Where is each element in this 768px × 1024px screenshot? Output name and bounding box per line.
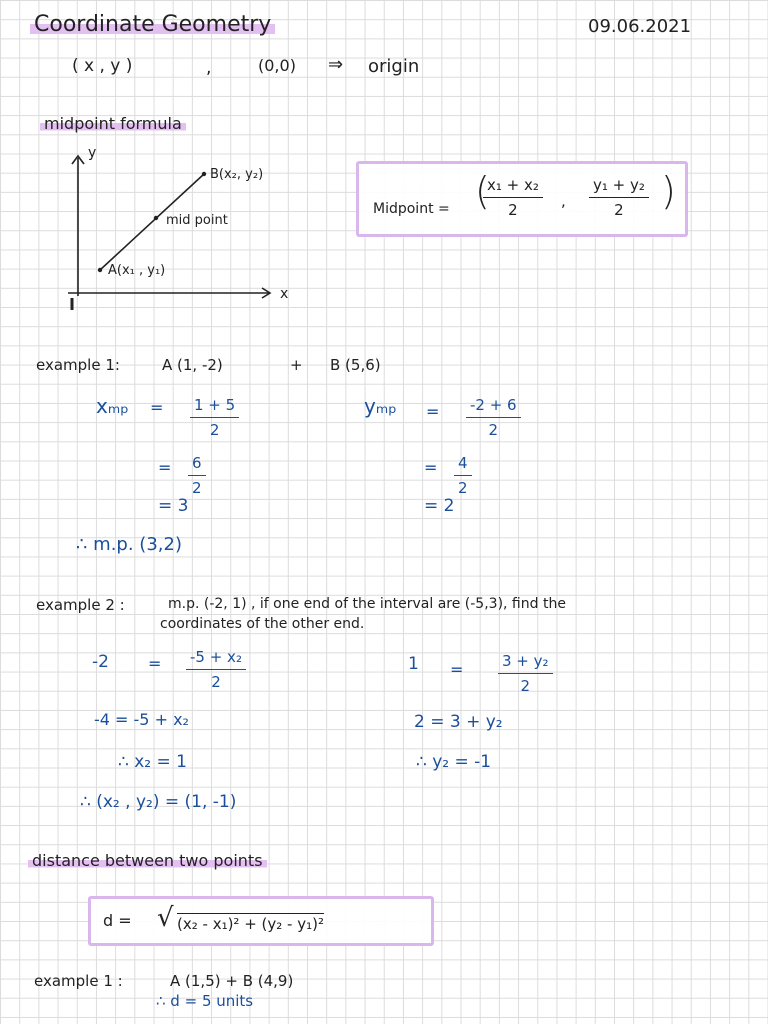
midpoint-y-denominator: 2: [614, 201, 624, 219]
midpoint-x-numerator: x₁ + x₂: [483, 176, 543, 198]
x-step-numerator: 6: [188, 454, 206, 476]
y-mp-result: = 2: [424, 496, 455, 516]
formula-separator: ,: [561, 192, 566, 210]
x-step-fraction: [188, 454, 206, 497]
sqrt-symbol: √: [157, 903, 174, 933]
distance-formula-rhs: (x₂ - x₁)² + (y₂ - y₁)²: [177, 915, 324, 933]
distance-formula-lhs: d =: [103, 911, 132, 930]
example2-line2: coordinates of the other end.: [160, 616, 365, 632]
example3-points: A (1,5) + B (4,9): [170, 972, 294, 990]
y-mp-numerator: -2 + 6: [466, 396, 521, 418]
ex2-x-result: ∴ x₂ = 1: [118, 752, 187, 772]
example1-conclusion: ∴ m.p. (3,2): [76, 534, 182, 555]
x-midpoint-var: xₘₚ: [96, 394, 129, 418]
ex2-y-lhs: 1: [408, 654, 419, 674]
ex2-y-fraction: [498, 652, 553, 695]
y-midpoint-var: yₘₚ: [364, 394, 397, 418]
example2-label: example 2 :: [36, 596, 125, 614]
midpoint-y-numerator: y₁ + y₂: [589, 176, 649, 198]
ex2-y-result: ∴ y₂ = -1: [416, 752, 492, 772]
x-mp-numerator: 1 + 5: [190, 396, 239, 418]
example1-label: example 1:: [36, 356, 120, 374]
ex2-y-numerator: 3 + y₂: [498, 652, 553, 674]
ex2-y-denominator: 2: [520, 677, 531, 695]
origin-label: origin: [368, 56, 420, 77]
y-step-fraction: [454, 454, 472, 497]
point-b-label: B(x₂, y₂): [210, 167, 264, 182]
example1-point-b: B (5,6): [330, 356, 381, 374]
ex2-x-step: -4 = -5 + x₂: [94, 710, 189, 729]
y-step-denominator: 2: [458, 479, 468, 497]
ex2-y-eq: =: [450, 660, 464, 679]
example1-and: +: [290, 356, 303, 374]
distance-heading: distance between two points: [28, 853, 267, 869]
x-eq-2: =: [158, 458, 172, 477]
ex2-x-eq: =: [148, 654, 162, 673]
example3-label: example 1 :: [34, 972, 123, 990]
example2-line1: m.p. (-2, 1) , if one end of the interval are (-5,3), find the: [168, 596, 566, 612]
ex2-y-step: 2 = 3 + y₂: [414, 712, 503, 732]
ex2-x-numerator: -5 + x₂: [186, 648, 246, 670]
y-axis-label: y: [88, 145, 97, 161]
midpoint-x-denominator: 2: [508, 201, 518, 219]
y-mp-fraction: [466, 396, 521, 439]
midpoint-formula-lhs: Midpoint =: [373, 201, 450, 217]
example2-conclusion: ∴ (x₂ , y₂) = (1, -1): [80, 792, 237, 812]
point-b-dot: [202, 172, 206, 176]
midpoint-heading: midpoint formula: [40, 116, 186, 132]
implies-arrow: ⇒: [328, 54, 344, 75]
x-axis-label: x: [280, 286, 289, 302]
y-mp-denominator: 2: [488, 421, 499, 439]
page-title: Coordinate Geometry: [30, 14, 275, 36]
example1-point-a: A (1, -2): [162, 356, 223, 374]
coordinate-pair: ( x , y ): [72, 56, 133, 76]
midpoint-label: mid point: [166, 213, 228, 228]
point-a-label: A(x₁ , y₁): [108, 263, 166, 278]
y-step-numerator: 4: [454, 454, 472, 476]
formula-close-paren: ): [661, 169, 676, 213]
origin-point: (0,0): [258, 56, 296, 75]
x-eq-1: =: [150, 398, 164, 417]
midpoint-y-fraction: [589, 176, 649, 219]
page-date: 09.06.2021: [588, 16, 692, 37]
y-eq-1: =: [426, 402, 440, 421]
example3-result: ∴ d = 5 units: [156, 992, 254, 1010]
formula-open-paren: (: [475, 169, 490, 213]
ex2-x-fraction: [186, 648, 246, 691]
point-a-dot: [98, 268, 102, 272]
midpoint-dot: [154, 216, 158, 220]
ex2-x-denominator: 2: [211, 673, 221, 691]
x-mp-fraction: [190, 396, 239, 439]
midpoint-formula-box: [356, 161, 688, 237]
x-mp-denominator: 2: [209, 421, 220, 439]
x-step-denominator: 2: [192, 479, 202, 497]
y-eq-2: =: [424, 458, 438, 477]
ex2-x-lhs: -2: [92, 652, 109, 672]
x-mp-result: = 3: [158, 496, 189, 516]
distance-formula-box: [88, 896, 434, 946]
intro-comma: ,: [206, 58, 212, 78]
midpoint-x-fraction: [483, 176, 543, 219]
